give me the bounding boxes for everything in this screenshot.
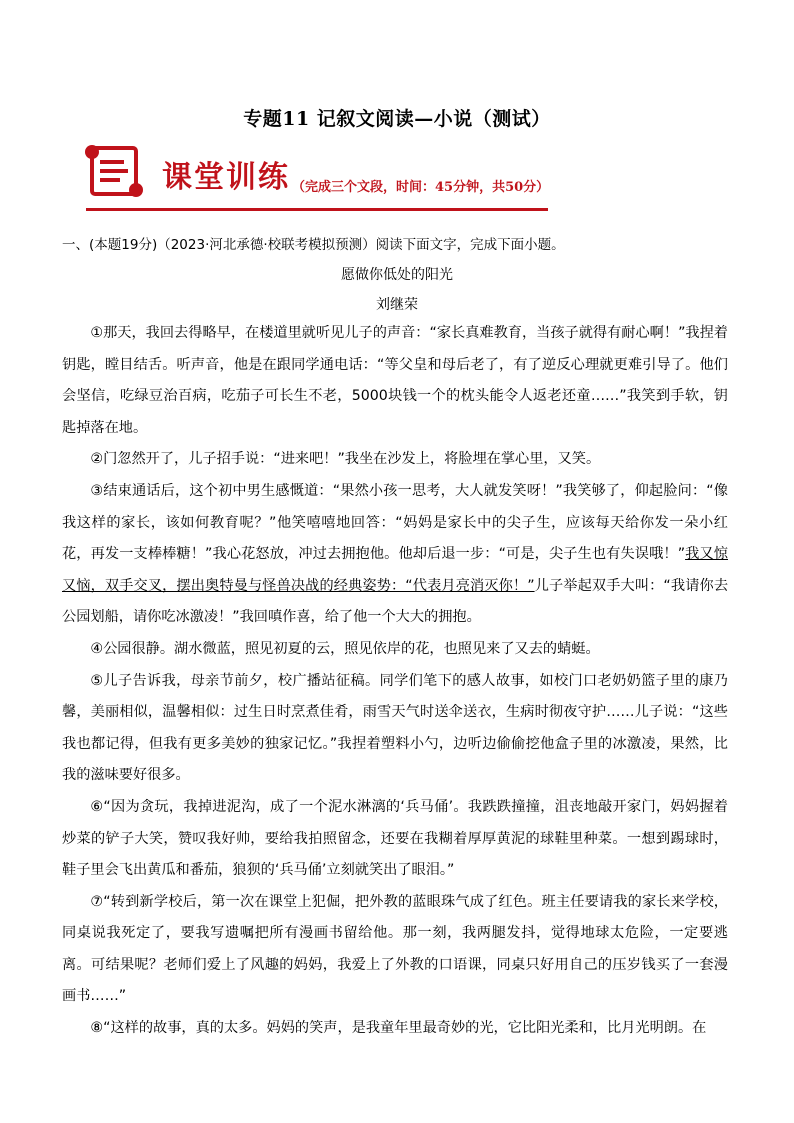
paragraph-3-text: ③结束通话后，这个初中男生感慨道：“果然小孩一思考，大人就发笑呀！”我笑够了，仰起脸问：“像我这样的家长，该如何教育呢？”他笑嘻嘻地回答：“妈妈是家长中的尖子生，应该每天给你发一朵小红花，再发一支棒棒糖！”我心花怒放，冲过去拥抱他。他却后退一步：“可是，尖子生也有失误哦！” <box>62 482 728 563</box>
paragraph-4: ④公园很静。湖水微蓝，照见初夏的云，照见依岸的花，也照见来了又去的蜻蜓。 <box>90 640 600 657</box>
banner-note: （完成三个文段，时间：45分钟，共50分） <box>292 180 550 195</box>
banner-heading: 课堂训练 <box>162 160 290 195</box>
paragraph-2: ②门忽然开了，儿子招手说：“进来吧！”我坐在沙发上，将脸埋在掌心里，又笑。 <box>90 451 601 468</box>
section-banner <box>78 140 558 216</box>
story-author: 刘继荣 <box>376 297 418 313</box>
paragraph-1: ①那天，我回去得略早，在楼道里就听见儿子的声音：“家长真难教育，当孩子就得有耐心啊！”我捏着钥匙，瞠目结舌。听声音，他是在跟同学通电话：“等父皇和母后老了，有了逆反心理就更难引导了。他们会坚信，吃绿豆治百病，吃茄子可长生不老，5000块钱一个的枕头能令人返老还童……”我笑到手软，钥匙掉落在地。 <box>62 325 728 436</box>
paragraph-3-tail: 儿子举起双手大叫：“我请你去公园划船，请你吃冰激凌！”我回嗔作喜，给了他一个大大的拥抱。 <box>62 577 729 626</box>
banner-divider <box>86 208 548 211</box>
story-body <box>62 318 728 1045</box>
underlined-sentence: 我又惊又恼，双手交叉，摆出奥特曼与怪兽决战的经典姿势：“代表月亮消灭你！” <box>62 546 728 594</box>
scroll-icon <box>78 140 150 202</box>
paragraph-8: ⑧“这样的故事，真的太多。妈妈的笑声，是我童年里最奇妙的光，它比阳光柔和，比月光明朗。在 <box>90 1020 707 1037</box>
paragraph-5: ⑤儿子告诉我，母亲节前夕，校广播站征稿。同学们笔下的感人故事，如校门口老奶奶篮子里的康乃馨，美丽相似，温馨相似：过生日时烹煮佳肴，雨雪天气时送伞送衣，生病时彻夜守护……儿子说：“这些我也都记得，但我有更多美妙的独家记忆。”我捏着塑料小勺，边听边偷偷挖他盒子里的冰激凌，果然，比我的滋味要好很多。 <box>62 672 728 784</box>
paragraph-3 <box>62 476 728 634</box>
page-title: 专题11 记叙文阅读—小说（测试） <box>243 108 551 130</box>
question-header: 一、(本题19分)（2023·河北承德·校联考模拟预测）阅读下面文字，完成下面小题。 <box>62 237 565 253</box>
paragraph-7: ⑦“转到新学校后，第一次在课堂上犯倔，把外教的蓝眼珠气成了红色。班主任要请我的家长来学校，同桌说我死定了，要我写遗嘱把所有漫画书留给他。那一刻，我两腿发抖，觉得地球太危险，一定要逃离。可结果呢？老师们爱上了风趣的妈妈，我爱上了外教的口语课，同桌只好用自己的压岁钱买了一套漫画书……” <box>62 893 728 1005</box>
story-title: 愿做你低处的阳光 <box>341 267 453 283</box>
paragraph-6: ⑥“因为贪玩，我掉进泥沟，成了一个泥水淋漓的‘兵马俑’。我跌跌撞撞，沮丧地敲开家门，妈妈握着炒菜的铲子大笑，赞叹我好帅，要给我拍照留念，还要在我糊着厚厚黄泥的球鞋里种菜。一想到踢球时，鞋子里会飞出黄瓜和番茄，狼狈的‘兵马俑’立刻就笑出了眼泪。” <box>62 798 728 879</box>
